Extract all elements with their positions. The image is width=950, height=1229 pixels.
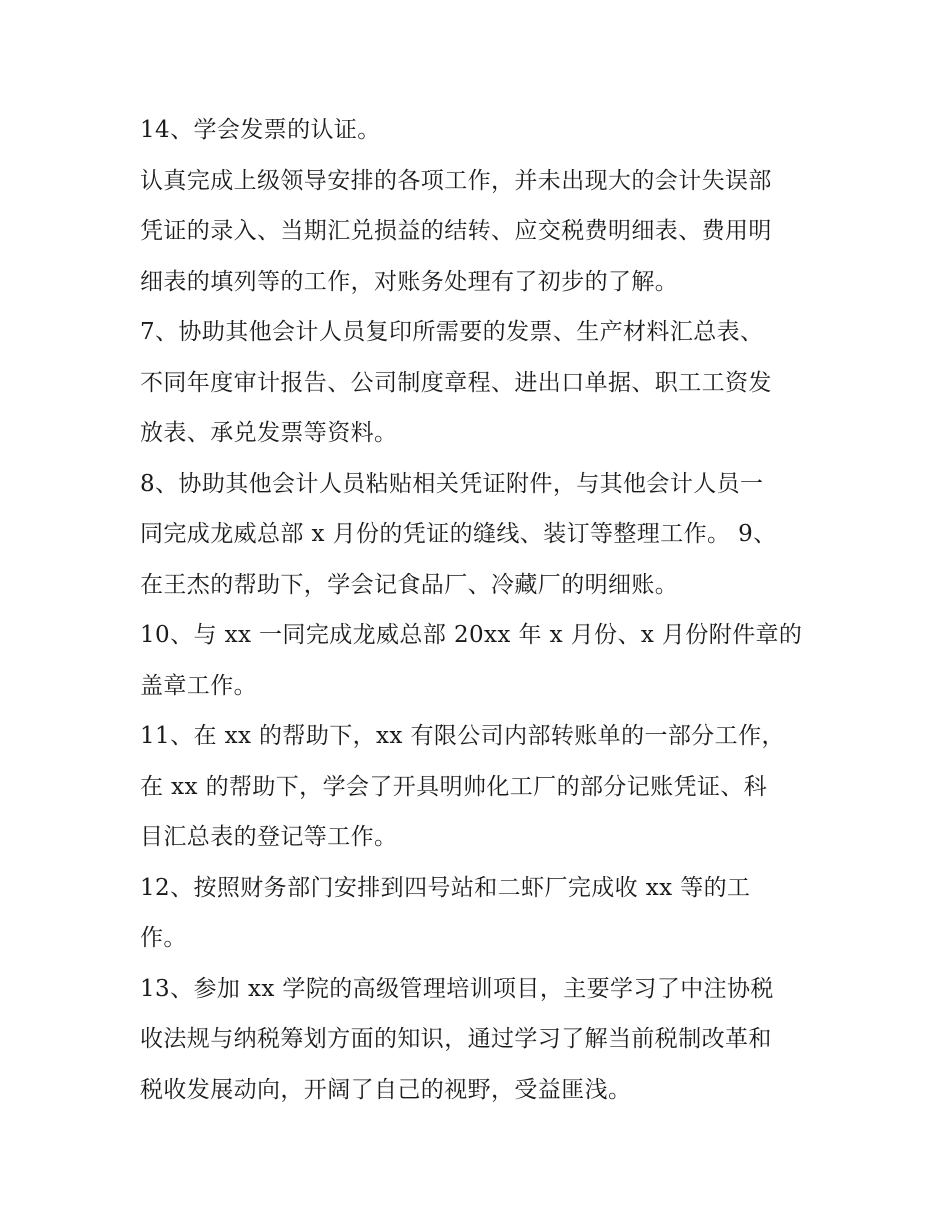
text-line-7: 放表、承兑发票等资料。 [140, 420, 398, 446]
text-line-16: 12、按照财务部门安排到四号站和二虾厂完成收 xx 等的工 [140, 875, 751, 901]
text-line-5: 7、协助其他会计人员复印所需要的发票、生产材料汇总表、 [140, 319, 764, 345]
text-line-18: 13、参加 xx 学院的高级管理培训项目，主要学习了中注协税 [140, 976, 774, 1002]
text-line-8: 8、协助其他会计人员粘贴相关凭证附件，与其他会计人员一 [140, 471, 764, 497]
text-line-13: 11、在 xx 的帮助下，xx 有限公司内部转账单的一部分工作， [140, 723, 785, 749]
text-line-11: 10、与 xx 一同完成龙威总部 20xx 年 x 月份、x 月份附件章的 [140, 622, 803, 648]
text-line-2: 认真完成上级领导安排的各项工作，并未出现大的会计失误部 [140, 168, 772, 194]
text-line-6: 不同年度审计报告、公司制度章程、进出口单据、职工工资发 [140, 370, 772, 396]
text-line-19: 收法规与纳税筹划方面的知识，通过学习了解当前税制改革和 [140, 1026, 772, 1052]
text-line-4: 细表的填列等的工作，对账务处理有了初步的了解。 [140, 269, 679, 295]
text-line-17: 作。 [140, 925, 187, 951]
text-line-3: 凭证的录入、当期汇兑损益的结转、应交税费明细表、费用明 [140, 218, 772, 244]
text-line-1: 14、学会发票的认证。 [140, 117, 381, 143]
text-line-12: 盖章工作。 [140, 673, 257, 699]
text-line-20: 税收发展动向，开阔了自己的视野，受益匪浅。 [140, 1077, 632, 1103]
text-line-15: 目汇总表的登记等工作。 [140, 824, 398, 850]
text-line-9: 同完成龙威总部 x 月份的凭证的缝线、装订等整理工作。 9、 [140, 521, 777, 547]
text-line-14: 在 xx 的帮助下，学会了开具明帅化工厂的部分记账凭证、科 [140, 774, 768, 800]
text-line-10: 在王杰的帮助下，学会记食品厂、冷藏厂的明细账。 [140, 572, 679, 598]
